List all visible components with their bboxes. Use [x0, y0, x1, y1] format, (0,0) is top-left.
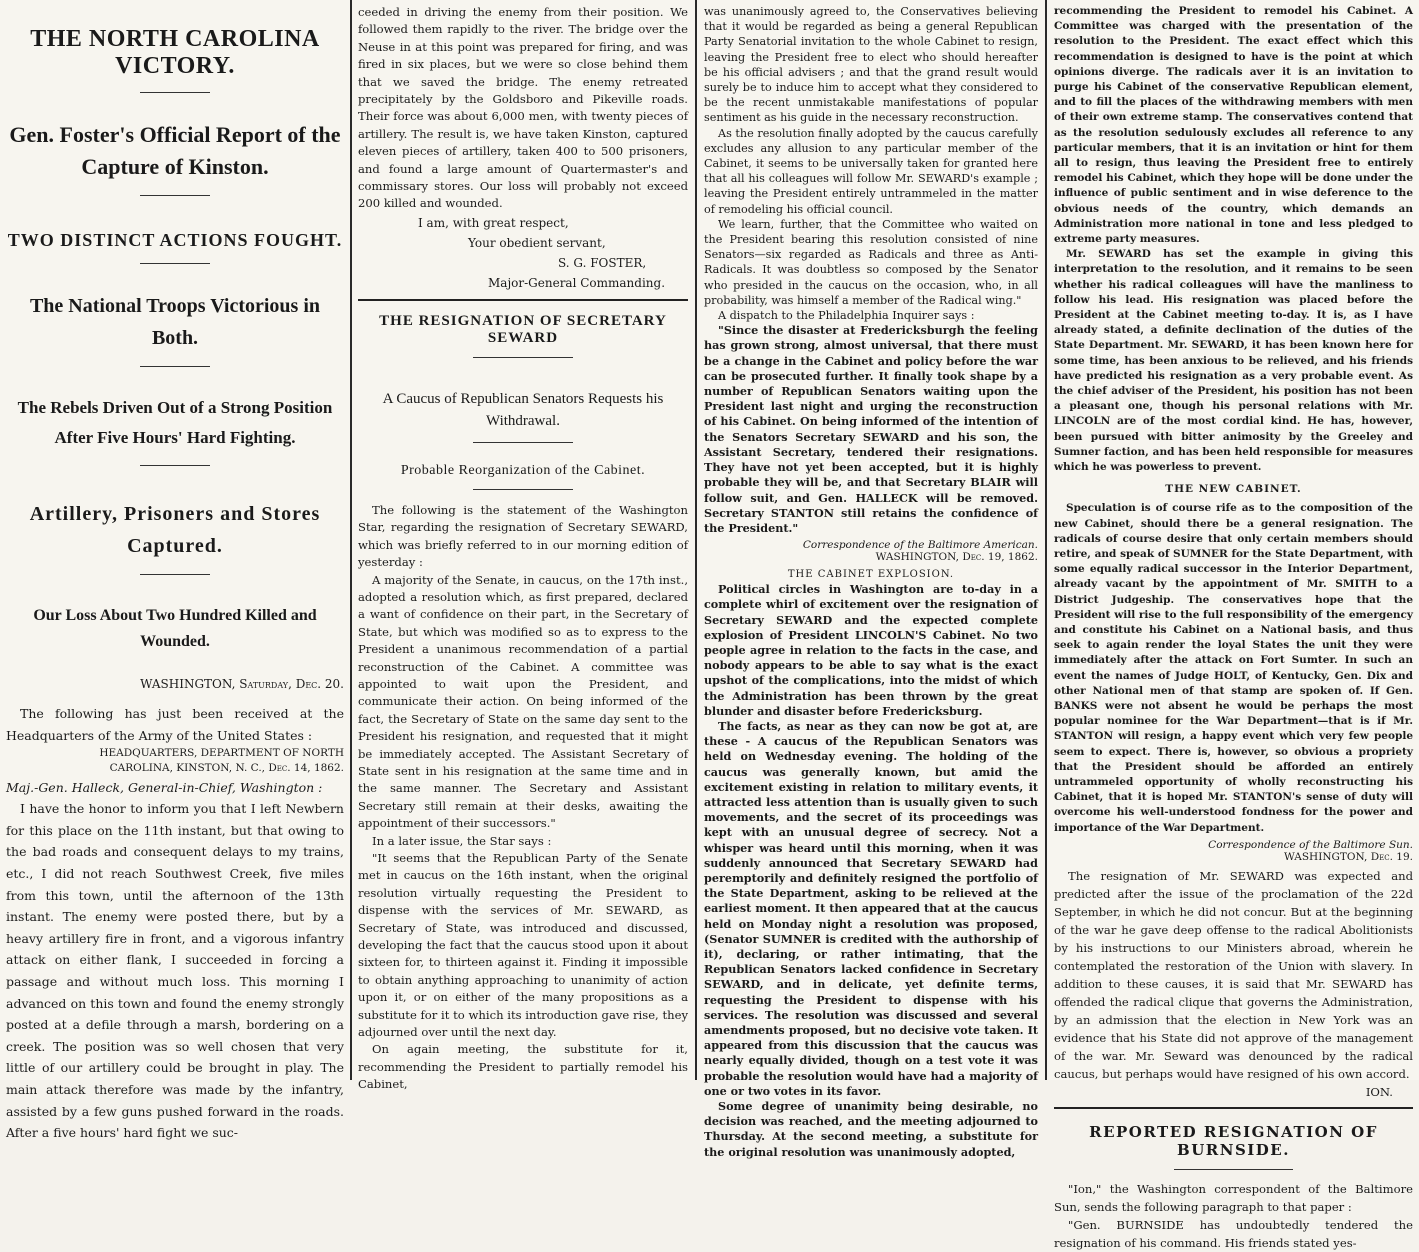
signature-title: Major-General Commanding.: [488, 275, 666, 290]
salutation: Maj.-Gen. Halleck, General-in-Chief, Washington :: [6, 779, 323, 795]
divider: [140, 574, 210, 575]
article-continuation: ceeded in driving the enemy from their position. We followed them rapidly to the river. The bridge over the Neuse in at this point was prepared for firing, and was fired in six places, but we were so close behind them that we saved the bridge. The enemy retreated precipitately by the Goldsboro and Pikeville roads. Their force was about 6,000 men, with twenty pieces of artillery. The result is, we have taken Kinston, captured eleven pieces of artillery, taken 400 to 500 prisoners, and found a large amount of Quartermaster's and commissary stores. Our loss will probably not exceed 200 killed and wounded.: [358, 5, 688, 211]
dateline: WASHINGTON, Dec. 19.: [1284, 850, 1413, 863]
signature-name: S. G. FOSTER,: [558, 255, 647, 270]
subheadline-caucus: A Caucus of Republican Senators Requests his Withdrawal.: [382, 390, 664, 429]
column-rule: [1045, 0, 1047, 1080]
paragraph: In a later issue, the Star says :: [372, 833, 552, 848]
paragraph: "It seems that the Republican Party of the Senate met in caucus on the 16th instant, when the original resolution virtually requesting the President to dispense with the services of Mr. SEWARD, as Secretary of State, was introduced and discussed, developing the fact that the caucus stood upon it about sixteen for, to thirteen against it. Finding it impossible to obtain anything approaching to unanimity of action upon it, or on either of the many propositions as a substitute for it to which its introduction gave rise, they adjourned over until the next day.: [358, 851, 688, 1040]
dateline: WASHINGTON, Dec. 19, 1862.: [875, 551, 1038, 564]
headline-burnside: REPORTED RESIGNATION OF BURNSIDE.: [1089, 1122, 1378, 1159]
column-rule: [695, 0, 697, 1080]
paragraph: A majority of the Senate, in caucus, on the 17th inst., adopted a resolution which, as first prepared, declared a want of confidence on their part, in the Secretary of State, but which was modified so as to express to the President a unanimous recommendation of a partial reconstruction of the Cabinet. A committee was appointed to wait upon the President, and communicate their action. On being informed of the fact, the Secretary of State on the same day sent to the President his resignation, and requested that it might be immediately accepted. The Assistant Secretary of State sent in his resignation at the same time and in the same manner. The Secretary and Assistant Secretary still remain at their desks, awaiting the appointment of their successors.": [358, 572, 688, 831]
headline-main: THE NORTH CAROLINA VICTORY.: [30, 26, 320, 79]
paragraph: recommending the President to remodel his Cabinet. A Committee was charged with the presentation of the resolution to the President. The exact effect which this recommendation is designed to have is the point at which opinions diverge. The radicals aver it is an invitation to purge his Cabinet of the conservative Republican element, and to fill the places of the withdrawing members with men of their own extreme stamp. The conservatives contend that as the resolution sedulously excludes all reference to any particular members, that it is an invitation or hint for them all to resign, thus leaving the President free to entirely remodel his Cabinet, which they hope will be done under the influence of public sentiment and in wise deference to the obvious needs of the country, which demands an Administration more national in tone and less pledged to extreme party measures.: [1054, 5, 1413, 246]
subheadline-rebels: The Rebels Driven Out of a Strong Position After Five Hours' Hard Fighting.: [17, 398, 333, 447]
correspondence-credit: Correspondence of the Baltimore American.: [802, 539, 1038, 552]
paragraph: Some degree of unanimity being desirable, no decision was reached, and the meeting adjourned to Thursday. At the second meeting, a substitute for the original resolution was unanimously adopted,: [704, 1099, 1038, 1159]
paragraph: Political circles in Washington are to-day in a complete whirl of excitement over the resignation of Secretary SEWARD and the expected complete explosion of President LINCOLN'S Cabinet. No two people agree in relation to the facts in the case, and nobody appears to be able to say what is the exact upshot of the complications, into the midst of which the Administration has been thrown by the great blunder and disaster before Fredericksburg.: [704, 582, 1038, 718]
column-4: [1048, 0, 1419, 1250]
signature-close: I am, with great respect,: [418, 215, 569, 230]
paragraph: The facts, as near as they can now be got at, are these - A caucus of the Republican Senators was held on Wednesday evening. The holding of the caucus was generally known, but amid the excitement existing in relation to military events, it attracted less attention than is usually given to such movements, and the secret of its proceedings was kept with an unusual degree of secrecy. Not a whisper was heard until this morning, when it was suddenly announced that Secretary SEWARD had peremptorily and definitely resigned the portfolio of the State Department, asking to be relieved at the earliest moment. It then appeared that at the caucus held on Monday night a resolution was proposed, (Senator SUMNER is credited with the authorship of it), declaring, or rather intimating, that the Republican Senators lacked confidence in Secretary SEWARD, and in delicate, yet definite terms, requesting the President to dispense with his services. The resolution was discussed and several amendments proposed, but no decisive vote taken. It appeared from this discussion that the caucus was nearly equally divided, though on a test vote it was probable the resolution would have had a majority of one or two votes in its favor.: [704, 718, 1038, 1098]
divider: [140, 366, 210, 367]
subheadline-actions: TWO DISTINCT ACTIONS FOUGHT.: [7, 230, 343, 250]
divider: [1054, 1107, 1413, 1109]
subheadline-captured: Artillery, Prisoners and Stores Captured.: [29, 503, 321, 557]
column-1: [0, 0, 350, 1141]
article-intro: The following has just been received at the Headquarters of the Army of the United States :: [6, 706, 344, 743]
paragraph: We learn, further, that the Committee who waited on the President bearing this resolution consisted of nine Senators—six regarded as Radicals and three as Anti-Radicals. It was doubtless so composed by the Senator who presided in the caucus on the occasion, who, in all probability, was himself a member of the Radical wing.": [704, 217, 1038, 307]
divider: [140, 263, 210, 264]
headline-seward: THE RESIGNATION OF SECRETARY SEWARD: [379, 312, 667, 346]
paragraph: "Ion," the Washington correspondent of the Baltimore Sun, sends the following paragraph to that paper :: [1054, 1181, 1413, 1214]
paragraph: "Since the disaster at Fredericksburgh the feeling has grown strong, almost universal, that there must be a change in the Cabinet and policy before the war can be prosecuted further. It finally took shape by a number of Republican Senators waiting upon the President last night and urging the reconstruction of his Cabinet. On being informed of the intention of the Senators Secretary SEWARD and his son, the Assistant Secretary, tendered their resignations. They have not yet been accepted, but it is highly probable they will be, and that Secretary BLAIR will follow suit, and Gen. HALLECK will be removed. Secretary STANTON still retains the confidence of the President.": [704, 323, 1038, 535]
correspondence-credit: Correspondence of the Baltimore Sun.: [1208, 838, 1413, 851]
section-title: THE NEW CABINET.: [1165, 483, 1302, 496]
article-body: I have the honor to inform you that I left Newbern for this place on the 11th instant, but that owing to the bad roads and consequent delays to my trains, etc., I did not reach Southwest Creek, five miles from this town, until the afternoon of the 13th instant. The enemy were posted there, but by a heavy artillery fire in front, and a vigorous infantry attack on either flank, I succeeded in forcing a passage and without much loss. This morning I advanced on this town and found the enemy strongly posted at a defile through a marsh, bordering on a creek. The position was so well chosen that very little of our artillery could be brought in play. The main attack therefore was made by the infantry, assisted by a few guns pushed forward in the roads. After a five hours' hard fight we suc-: [6, 801, 344, 1141]
divider: [473, 357, 573, 358]
divider: [140, 465, 210, 466]
section-title: THE CABINET EXPLOSION.: [787, 569, 955, 581]
subheadline-report: Gen. Foster's Official Report of the Capture of Kinston.: [9, 122, 341, 179]
paragraph: Speculation is of course rife as to the composition of the new Cabinet, should there be a general resignation. The radicals of course desire that only certain members should retire, and speak of SUMNER for the State Department, with some equally radical successor in the Interior Department, already vacant by the appointment of Mr. SMITH to a District Judgeship. The conservatives hope that the President will rise to the full responsibility of the emergency and constitute his Cabinet on a National basis, and thus seek to again render the loyal States the unit they were immediately after the attack on Fort Sumter. In such an event the names of Judge HOLT, of Kentucky, Gen. Dix and other National men of that stamp are spoken of. If Gen. BANKS were not absent he would be perhaps the most popular nominee for the War Department—that is if Mr. STANTON will resign, a happy event which very few people seem to expect. There is, however, so obvious a propriety that the President should be afforded an entirely untrammeled opportunity of wholly reconstructing his Cabinet, that it is hoped Mr. STANTON's sense of duty will overcome his well-understood fondness for the power and importance of the War Department.: [1054, 502, 1413, 834]
signature-servant: Your obedient servant,: [468, 235, 606, 250]
paragraph: On again meeting, the substitute for it, recommending the President to partially remodel his Cabinet,: [358, 1042, 688, 1092]
divider: [473, 442, 573, 443]
paragraph: As the resolution finally adopted by the caucus carefully excludes any allusion to any particular member of the Cabinet, it seems to be universally taken for granted here that all his colleagues will follow Mr. SEWARD's example ; leaving the President entirely untrammeled in the matter of remodeling his official council.: [704, 126, 1038, 216]
hq-header: HEADQUARTERS, DEPARTMENT OF NORTH CAROLINA, KINSTON, N. C., Dec. 14, 1862.: [99, 747, 344, 775]
column-2: [352, 0, 694, 1092]
dateline: WASHINGTON, Saturday, Dec. 20.: [140, 677, 344, 691]
divider: [140, 92, 210, 93]
paragraph: Mr. SEWARD has set the example in giving this interpretation to the resolution, and it remains to be seen whether his radical colleagues will have the manliness to follow his lead. His resignation was placed before the President at the Cabinet meeting to-day. It is, as I have already stated, a definite declination of the duties of the State Department. Mr. SEWARD, it has been known here for some time, has been anxious to be relieved, and his friends have predicted his resignation as a very probable event. As the chief adviser of the President, his position has not been a pleasant one, though his personal relations with Mr. LINCOLN are of the most cordial kind. He has, however, been pursued with bitter animosity by the Greeley and Sumner faction, and has been held responsible for measures which he was powerless to prevent.: [1054, 248, 1413, 474]
paragraph: A dispatch to the Philadelphia Inquirer says :: [718, 309, 975, 323]
divider: [1174, 1169, 1293, 1170]
divider: [358, 299, 688, 301]
subheadline-victorious: The National Troops Victorious in Both.: [29, 295, 321, 349]
column-3: [698, 0, 1044, 1159]
divider: [140, 195, 210, 196]
paragraph: "Gen. BURNSIDE has undoubtedly tendered the resignation of his command. His friends stated yes-: [1054, 1217, 1413, 1250]
paragraph: The following is the statement of the Washington Star, regarding the resignation of Secretary SEWARD, which was briefly referred to in our morning edition of yesterday :: [358, 502, 688, 570]
subheadline-loss: Our Loss About Two Hundred Killed and Wounded.: [33, 607, 317, 650]
signoff: ION.: [1365, 1084, 1393, 1099]
subheadline-reorganization: Probable Reorganization of the Cabinet.: [400, 462, 646, 478]
divider: [473, 489, 573, 490]
paragraph: The resignation of Mr. SEWARD was expected and predicted after the issue of the proclamation of the 22d September, in which he did not concur. But at the beginning of the war he gave deep offense to the radical Abolitionists by his instructions to our Ministers abroad, wherein he contemplated the restoration of the Union with slavery. In addition to these causes, it is said that Mr. SEWARD has offended the radical clique that governs the Administration, by an admission that the election in New York was an evidence that his State did not approve of the management of the war. Mr. Seward was denounced by the radical caucus, but perhaps would have resigned of his own accord.: [1054, 868, 1413, 1081]
paragraph: was unanimously agreed to, the Conservatives believing that it would be regarded as being a general Republican Party Senatorial invitation to the whole Cabinet to resign, leaving the President free to elect who should hereafter be his official advisers ; and that the grand result would surely be to induce him to accept what they considered to be the recent unmistakable manifestations of popular sentiment as his guide in the necessary reconstruction.: [704, 5, 1038, 125]
